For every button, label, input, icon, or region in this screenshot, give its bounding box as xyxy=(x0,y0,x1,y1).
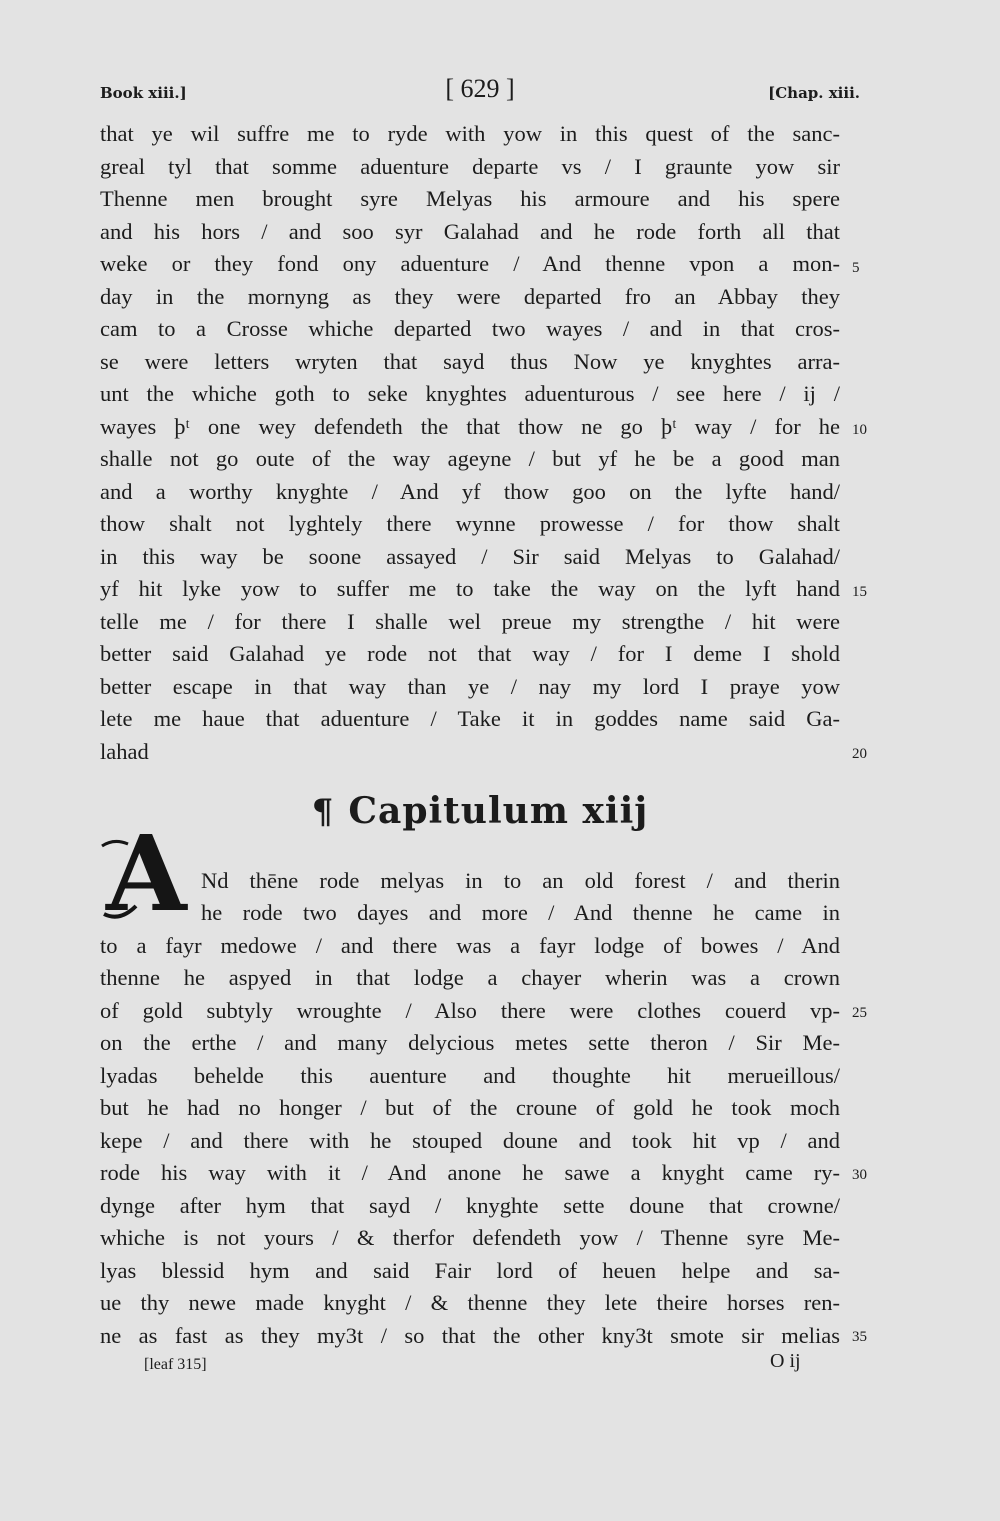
text-line: lete me haue that aduenture / Take it in goddes name said Ga- xyxy=(100,706,840,731)
text-line: shalle not go oute of the way ageyne / but yf he be a good man xyxy=(100,446,840,471)
text-line: se were letters wryten that sayd thus Now ye knyghtes arra- xyxy=(100,349,840,374)
text-line: Thenne men brought syre Melyas his armoure and his spere xyxy=(100,186,840,211)
chapter-title: Capitulum xiij xyxy=(348,790,649,832)
chapter-number: [Chap. xiii. xyxy=(768,84,860,102)
text-line: greal tyl that somme aduenture departe vs / I graunte yow sir xyxy=(100,154,840,179)
text-line: of gold subtyly wroughte / Also there were clothes couerd vp- xyxy=(100,998,840,1023)
text-line: that ye wil suffre me to ryde with yow in this quest of the sanc- xyxy=(100,121,840,146)
text-line: and his hors / and soo syr Galahad and he rode forth all that xyxy=(100,219,840,244)
text-line: weke or they fond ony aduenture / And thenne vpon a mon- xyxy=(100,251,840,276)
line-number: 10 xyxy=(852,422,867,438)
book-number: Book xiii.] xyxy=(100,84,187,102)
text-line: he rode two dayes and more / And thenne he came in xyxy=(201,900,840,925)
text-line: in this way be soone assayed / Sir said Melyas to Galahad/ xyxy=(100,544,840,569)
text-line: wayes þᵗ one wey defendeth the that thow ne go þᵗ way / for he xyxy=(100,414,840,439)
text-line: and a worthy knyghte / And yf thow goo on the lyfte hand/ xyxy=(100,479,840,504)
text-line: ne as fast as they my3t / so that the other kny3t smote sir melias xyxy=(100,1323,840,1348)
text-line: on the erthe / and many delycious metes sette theron / Sir Me- xyxy=(100,1030,840,1055)
text-line: better said Galahad ye rode not that way / for I deme I shold xyxy=(100,641,840,666)
running-head xyxy=(0,74,1000,110)
text-line: lyas blessid hym and said Fair lord of heuen helpe and sa- xyxy=(100,1258,840,1283)
text-line: dynge after hym that sayd / knyghte sette doune that crowne/ xyxy=(100,1193,840,1218)
text-line: Nd thēne rode melyas in to an old forest / and therin xyxy=(201,868,840,893)
text-line: unt the whiche goth to seke knyghtes aduenturous / see here / ij / xyxy=(100,381,840,406)
text-line: telle me / for there I shalle wel preue my strengthe / hit were xyxy=(100,609,840,634)
line-number: 15 xyxy=(852,584,867,600)
text-line: cam to a Crosse whiche departed two wayes / and in that cros- xyxy=(100,316,840,341)
text-line: lahad xyxy=(100,739,149,764)
text-line: whiche is not yours / & therfor defendeth yow / Thenne syre Me- xyxy=(100,1225,840,1250)
page-number: [ 629 ] xyxy=(445,74,515,103)
text-line: day in the mornyng as they were departed fro an Abbay they xyxy=(100,284,840,309)
text-line: rode his way with it / And anone he sawe a knyght came ry- xyxy=(100,1160,840,1185)
leaf-reference: [leaf 315] xyxy=(144,1356,207,1373)
text-line: better escape in that way than ye / nay my lord I praye yow xyxy=(100,674,840,699)
decorated-initial xyxy=(100,812,192,935)
line-number: 20 xyxy=(852,746,867,762)
text-line: to a fayr medowe / and there was a fayr lodge of bowes / And xyxy=(100,933,840,958)
text-line: thenne he aspyed in that lodge a chayer wherin was a crown xyxy=(100,965,840,990)
signature-mark: O ij xyxy=(770,1350,801,1372)
line-number: 25 xyxy=(852,1005,867,1021)
text-line: ue thy newe made knyght / & thenne they lete theire horses ren- xyxy=(100,1290,840,1315)
line-number: 30 xyxy=(852,1167,867,1183)
initial-letter: A xyxy=(106,812,187,935)
pilcrow-icon: ¶ xyxy=(311,792,335,832)
line-number: 35 xyxy=(852,1329,867,1345)
line-number: 5 xyxy=(852,260,860,276)
text-line: yf hit lyke yow to suffer me to take the way on the lyft hand xyxy=(100,576,840,601)
text-line: thow shalt not lyghtely there wynne prowesse / for thow shalt xyxy=(100,511,840,536)
text-line: but he had no honger / but of the croune of gold he took moch xyxy=(100,1095,840,1120)
text-line: kepe / and there with he stouped doune and took hit vp / and xyxy=(100,1128,840,1153)
text-line: lyadas behelde this auenture and thoughte hit merueillous/ xyxy=(100,1063,840,1088)
page-footer xyxy=(0,1350,1000,1386)
